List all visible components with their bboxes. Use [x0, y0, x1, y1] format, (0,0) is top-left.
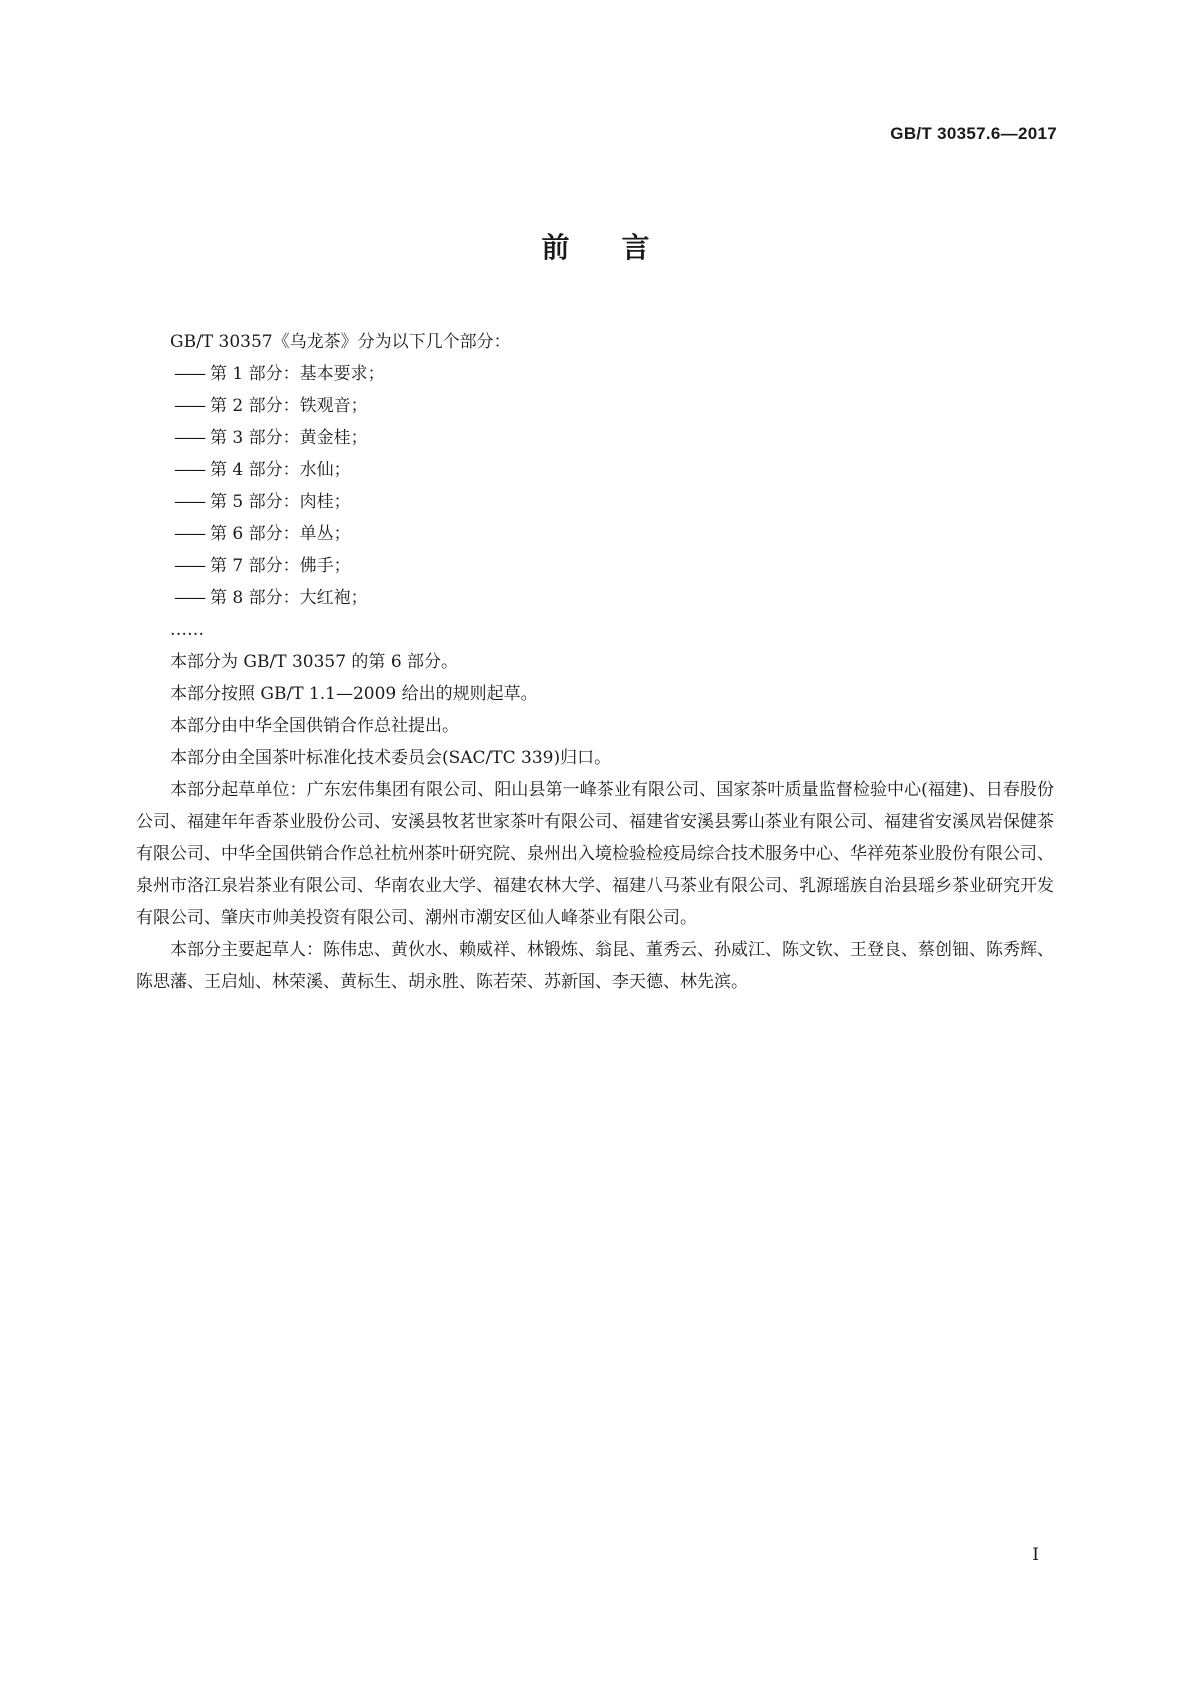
- list-dash: ——: [174, 588, 204, 608]
- body-paragraph: 本部分为 GB/T 30357 的第 6 部分。: [170, 652, 459, 672]
- ellipsis: ……: [170, 620, 204, 640]
- page-title-char: 前: [541, 231, 570, 264]
- drafters-paragraph: 本部分主要起草人：陈伟忠、黄伙水、赖威祥、林锻炼、翁昆、董秀云、孙威江、陈文钦、王登良、蔡创钿、陈秀辉、陈思藩、王启灿、林荣溪、黄标生、胡永胜、陈若荣、苏新国、李天德、林先滨。: [136, 940, 1054, 992]
- list-item: [136, 454, 1054, 486]
- body-paragraph: 本部分由全国茶叶标准化技术委员会(SAC/TC 339)归口。: [170, 748, 612, 768]
- list-item-text: 第 8 部分：大红袍；: [210, 588, 368, 608]
- list-item-text: 第 7 部分：佛手；: [210, 556, 351, 576]
- list-item-text: 第 3 部分：黄金桂；: [210, 428, 368, 448]
- list-item-text: 第 4 部分：水仙；: [210, 460, 351, 480]
- page-number: I: [1032, 1545, 1039, 1565]
- list-item: [136, 518, 1054, 550]
- page-title-char: 言: [621, 231, 650, 264]
- list-dash: ——: [174, 396, 204, 416]
- list-item-text: 第 2 部分：铁观音；: [210, 396, 368, 416]
- list-item-text: 第 5 部分：肉桂；: [210, 492, 351, 512]
- list-item-text: 第 1 部分：基本要求；: [210, 364, 385, 384]
- list-dash: ——: [174, 524, 204, 544]
- list-item: [136, 390, 1054, 422]
- drafting-units-paragraph: 本部分起草单位：广东宏伟集团有限公司、阳山县第一峰茶业有限公司、国家茶叶质量监督检验中心(福建)、日春股份公司、福建年年香茶业股份公司、安溪县牧茗世家茶叶有限公司、福建省安溪县雾山茶业有限公司、福建省安溪凤岩保健茶有限公司、中华全国供销合作总社杭州茶叶研究院、泉州出入境检验检疫局综合技术服务中心、华祥苑茶业股份有限公司、泉州市洛江泉岩茶业有限公司、华南农业大学、福建农林大学、福建八马茶业有限公司、乳源瑶族自治县瑶乡茶业研究开发有限公司、肇庆市帅美投资有限公司、潮州市潮安区仙人峰茶业有限公司。: [136, 780, 1054, 928]
- body-paragraph: 本部分由中华全国供销合作总社提出。: [170, 716, 459, 736]
- page-title: [0, 226, 1191, 266]
- list-dash: ——: [174, 492, 204, 512]
- parts-list: [136, 358, 1054, 614]
- intro-paragraph: GB/T 30357《乌龙茶》分为以下几个部分：: [170, 332, 511, 352]
- list-dash: ——: [174, 364, 204, 384]
- standard-number: GB/T 30357.6—2017: [890, 124, 1057, 143]
- list-dash: ——: [174, 428, 204, 448]
- list-dash: ——: [174, 556, 204, 576]
- list-item: [136, 358, 1054, 390]
- list-item-text: 第 6 部分：单丛；: [210, 524, 351, 544]
- document-body: [136, 326, 1054, 998]
- list-dash: ——: [174, 460, 204, 480]
- body-paragraph: 本部分按照 GB/T 1.1—2009 给出的规则起草。: [170, 684, 538, 704]
- list-item: [136, 486, 1054, 518]
- list-item: [136, 550, 1054, 582]
- list-item: [136, 582, 1054, 614]
- list-item: [136, 422, 1054, 454]
